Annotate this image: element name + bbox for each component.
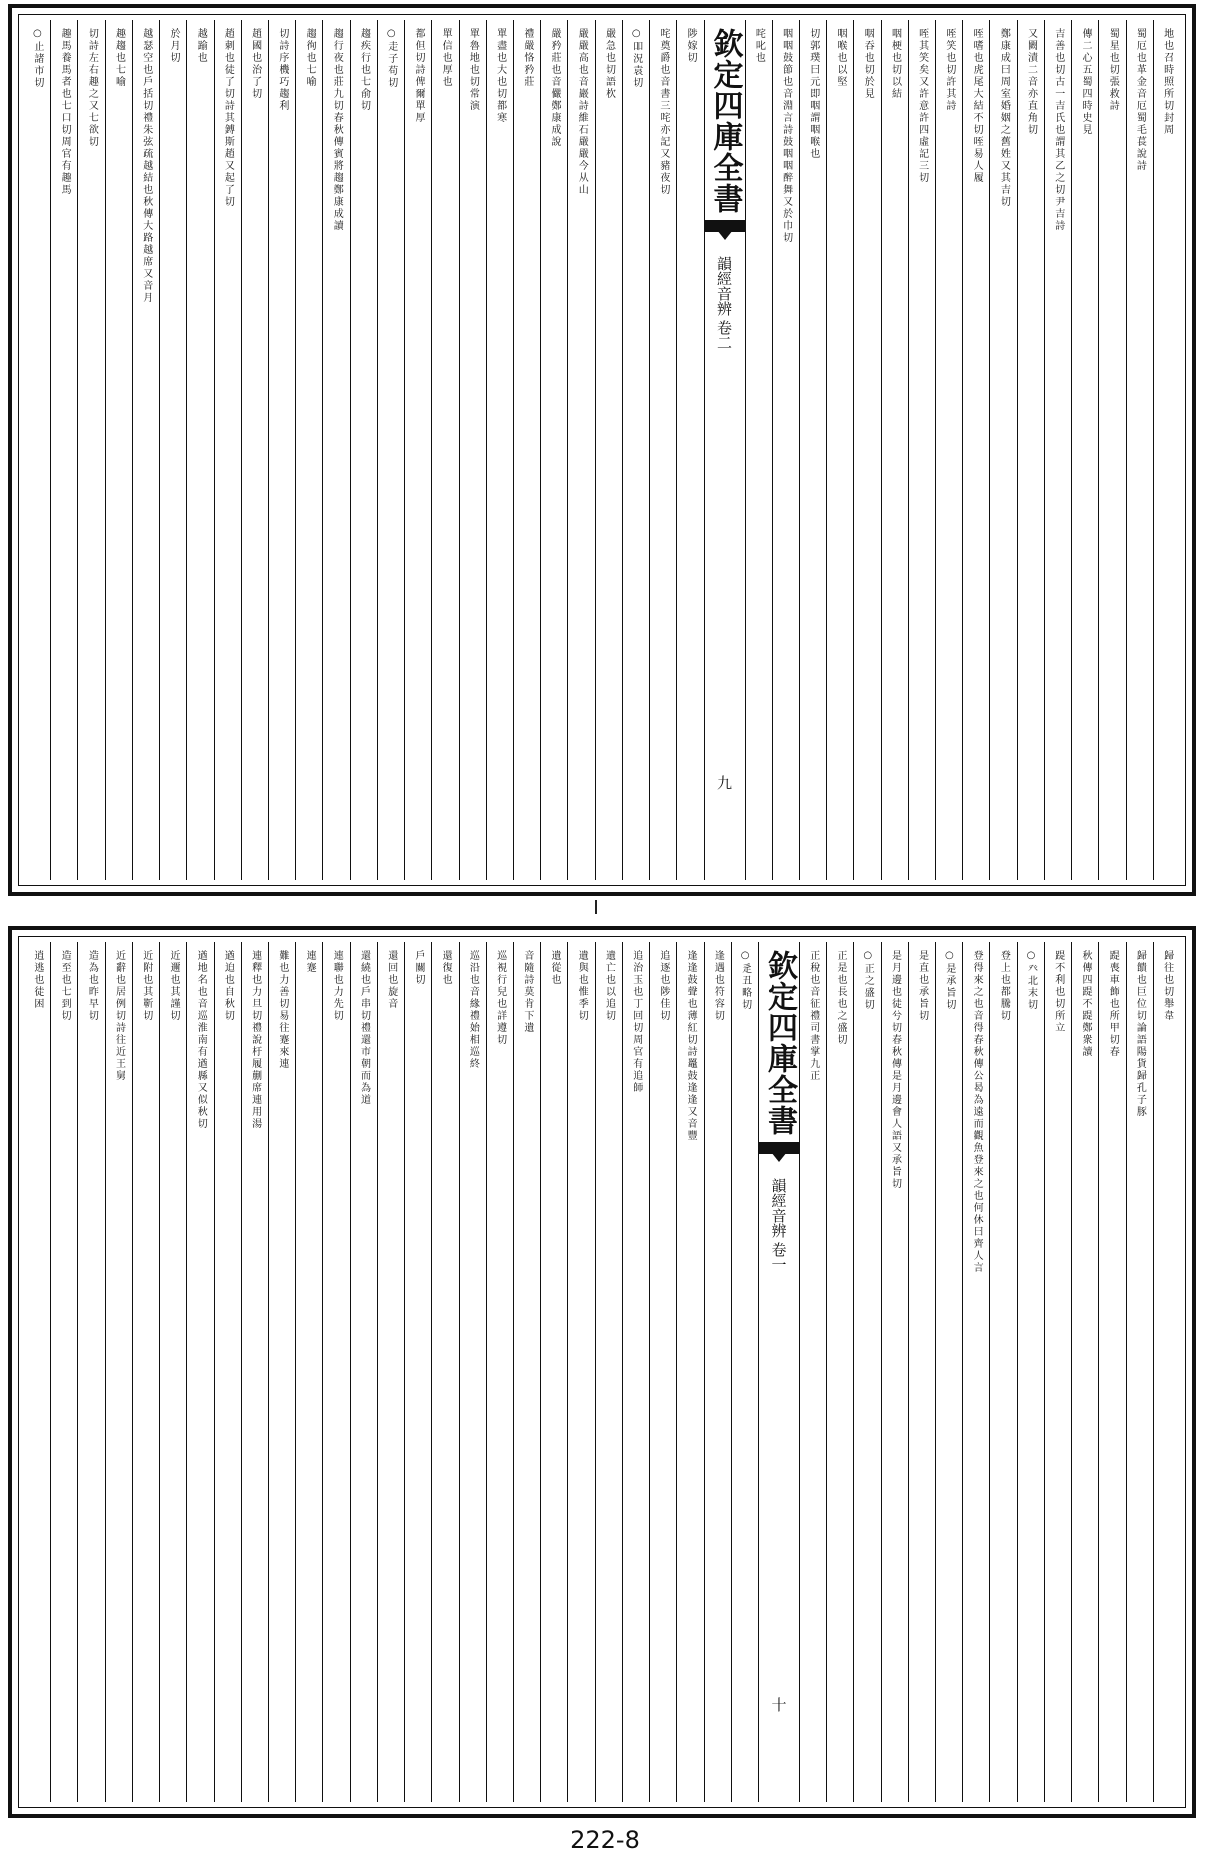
text-column — [1071, 20, 1098, 880]
column-text: 巡沿也音緣禮始相巡終 — [467, 950, 479, 1070]
text-column — [459, 20, 486, 880]
column-text: 踶喪車飾也所甲切春 — [1107, 950, 1119, 1058]
column-text: 單盡也大也切都寒 — [494, 28, 506, 124]
text-column — [908, 942, 935, 1802]
text-column — [513, 20, 540, 880]
column-text: 切詩左右趣之又七欲切 — [86, 28, 98, 148]
column-text: 嚴矜莊也音儼鄭康成說 — [549, 28, 561, 148]
text-column — [24, 942, 50, 1802]
text-column — [77, 20, 104, 880]
column-text: 逢逢鼓聲也薄紅切詩鼉鼓逢逢又音豐 — [685, 950, 697, 1142]
text-column — [159, 942, 186, 1802]
center-fold-column — [758, 942, 799, 1802]
column-text: 於月切 — [167, 28, 179, 64]
text-column — [881, 942, 908, 1802]
column-text: 咥其笑矣又許意許四虛記三切 — [916, 28, 928, 184]
leaf-page-number: 十 — [769, 1697, 788, 1712]
leaf-page-number: 九 — [715, 775, 733, 790]
text-column — [377, 20, 404, 880]
book-name: 韻經音辨 — [769, 1178, 788, 1238]
column-text: ○吅況袁切 — [630, 28, 642, 89]
column-text: 鄭康成曰周室婚姻之舊姓又其吉切 — [998, 28, 1010, 208]
text-column — [1098, 942, 1125, 1802]
text-column — [50, 942, 77, 1802]
text-column — [826, 942, 853, 1802]
text-column — [595, 20, 622, 880]
column-text: ○辵丑略切 — [739, 950, 751, 1011]
text-column — [132, 942, 159, 1802]
text-column — [486, 20, 513, 880]
column-text: 單信也厚也 — [440, 28, 452, 88]
text-column — [431, 942, 458, 1802]
column-text: 歸饋也巨位切論語陽貨歸孔子豚 — [1134, 950, 1146, 1118]
volume-label: 卷一 — [769, 1242, 788, 1272]
text-column — [799, 20, 826, 880]
bottom-leaf — [8, 926, 1196, 1818]
column-text: 追逐也陟佳切 — [657, 950, 669, 1022]
column-text: 咥笑也切許其詩 — [943, 28, 955, 112]
column-text: 遒迫也自秋切 — [222, 950, 234, 1022]
column-text: 咽咽鼓節也音淵言詩鼓咽咽醉舞又於巾切 — [780, 28, 792, 244]
column-text: 咽吞也切於見 — [862, 28, 874, 100]
text-column — [540, 942, 567, 1802]
text-column — [77, 942, 104, 1802]
text-column — [241, 20, 268, 880]
column-text: ○癶北末切 — [1025, 950, 1037, 1011]
column-text: 遺與也惟季切 — [576, 950, 588, 1022]
column-text: 咤叱也 — [753, 28, 765, 64]
column-text: 趨疾行也七俞切 — [358, 28, 370, 112]
text-column — [1044, 20, 1071, 880]
column-text: 連聯也力先切 — [331, 950, 343, 1022]
book-title: 欽定四庫全書 — [761, 950, 797, 1136]
fold-mark — [595, 900, 597, 914]
text-column — [799, 942, 826, 1802]
column-text: 巡視行兒也詳遵切 — [494, 950, 506, 1046]
column-text: 是直也承旨切 — [916, 950, 928, 1022]
text-column — [935, 20, 962, 880]
text-column — [132, 20, 159, 880]
text-column — [105, 20, 132, 880]
text-column — [404, 942, 431, 1802]
text-column — [350, 20, 377, 880]
text-column — [295, 20, 322, 880]
column-text: 踶不利也切所立 — [1052, 950, 1064, 1034]
fishtail-mark-icon — [705, 220, 745, 246]
column-text: 趨行夜也莊九切春秋傳賓將趨鄭康成讀 — [331, 28, 343, 232]
text-column — [1017, 942, 1044, 1802]
text-column — [676, 942, 703, 1802]
text-column — [772, 20, 799, 880]
text-column — [24, 20, 50, 880]
text-column — [268, 942, 295, 1802]
text-column — [105, 942, 132, 1802]
text-column — [159, 20, 186, 880]
fishtail-mark-icon — [759, 1142, 799, 1168]
text-column — [989, 942, 1016, 1802]
column-text: 咤奠爵也音書三咤亦記又豬夜切 — [657, 28, 669, 196]
column-text: 登上也都騰切 — [998, 950, 1010, 1022]
column-text: ○是承旨切 — [943, 950, 955, 1011]
text-column — [622, 942, 649, 1802]
column-text: 正稅也音征禮司書掌九正 — [807, 950, 819, 1082]
column-text: 趣趨也七喻 — [113, 28, 125, 88]
top-leaf-columns — [24, 20, 1180, 880]
text-column — [241, 942, 268, 1802]
text-column — [486, 942, 513, 1802]
column-text: 陟嫁切 — [685, 28, 697, 64]
column-text: 還繞也戶串切禮還市朝而為道 — [358, 950, 370, 1106]
text-column — [649, 942, 676, 1802]
column-text: 咽梗也切以結 — [889, 28, 901, 100]
text-column — [853, 20, 880, 880]
text-column — [1153, 942, 1180, 1802]
column-text: 吉善也切古一吉氏也謂其乙之切尹吉詩 — [1052, 28, 1064, 232]
text-column — [350, 942, 377, 1802]
text-column — [567, 942, 594, 1802]
column-text: ○走子苟切 — [385, 28, 397, 89]
text-column — [431, 20, 458, 880]
text-column — [268, 20, 295, 880]
text-column — [731, 942, 758, 1802]
text-column — [377, 942, 404, 1802]
column-text: 秋傳四踶不踶鄭衆讀 — [1079, 950, 1091, 1058]
column-text: 連蹇 — [304, 950, 316, 974]
column-text: 禮嚴恪矜莊 — [521, 28, 533, 88]
text-column — [50, 20, 77, 880]
text-column — [622, 20, 649, 880]
text-column — [745, 20, 772, 880]
column-text: 切郭璞曰元即咽謂咽喉也 — [807, 28, 819, 160]
book-title: 欽定四庫全書 — [707, 28, 743, 214]
column-text: 都但切詩俾爾單厚 — [412, 28, 424, 124]
text-column — [186, 942, 213, 1802]
text-column — [295, 942, 322, 1802]
column-text: 戶關切 — [412, 950, 424, 986]
column-text: 還回也旋音 — [385, 950, 397, 1010]
column-text: 遺亡也以追切 — [603, 950, 615, 1022]
column-text: 音隨詩莫肯下遺 — [521, 950, 533, 1034]
text-column — [962, 20, 989, 880]
column-text: 還復也 — [440, 950, 452, 986]
text-column — [676, 20, 703, 880]
text-column — [1153, 20, 1180, 880]
column-text: 越瑟空也戶括切禮朱弦疏越結也秋傳大路越席又音月 — [140, 28, 152, 304]
text-column — [908, 20, 935, 880]
column-text: 咥嗜也虎尾大結不切咥易人履 — [971, 28, 983, 184]
column-text: 蜀厄也革金音厄蜀毛萇說詩 — [1134, 28, 1146, 172]
column-text: 近辭也居例切詩往近王舅 — [113, 950, 125, 1082]
column-text: 歸往也切舉韋 — [1161, 950, 1173, 1022]
text-column — [214, 942, 241, 1802]
bottom-leaf-columns — [24, 942, 1180, 1802]
volume-label: 卷二 — [715, 320, 733, 350]
text-column — [704, 942, 731, 1802]
column-text: 趙國也治了切 — [249, 28, 261, 100]
column-text: 趣馬養馬者也七口切周官有趣馬 — [59, 28, 71, 196]
text-column — [1017, 20, 1044, 880]
text-column — [322, 942, 349, 1802]
column-text: 是月邊也徒兮切春秋傳是月邊會人語又承旨切 — [889, 950, 901, 1190]
column-text: 傳二心五蜀四時史見 — [1079, 28, 1091, 136]
column-text: 近附也其靳切 — [140, 950, 152, 1022]
text-column — [853, 942, 880, 1802]
column-text: 越踰也 — [195, 28, 207, 64]
column-text: 趨徇也七喻 — [304, 28, 316, 88]
column-text: 登得來之也音得春秋傳公曷為遠而觀魚登來之也何休曰齊人言 — [971, 950, 983, 1274]
top-leaf — [8, 4, 1196, 896]
column-text: 追治玉也丁回切周官有追師 — [630, 950, 642, 1094]
column-text: 又闕漬二音亦直角切 — [1025, 28, 1037, 136]
text-column — [989, 20, 1016, 880]
text-column — [540, 20, 567, 880]
column-text: 切詩序機巧趨利 — [276, 28, 288, 112]
text-column — [935, 942, 962, 1802]
text-column — [962, 942, 989, 1802]
text-column — [1044, 942, 1071, 1802]
column-text: 遺從也 — [549, 950, 561, 986]
column-text: 正是也長也之盛切 — [835, 950, 847, 1046]
column-text: 逍逃也徒困 — [31, 950, 43, 1010]
text-column — [826, 20, 853, 880]
column-text: 遒地名也音巡淮南有遒縣又似秋切 — [195, 950, 207, 1130]
column-text: 趙刺也徒了切詩其鎛斯趙又起了切 — [222, 28, 234, 208]
text-column — [1071, 942, 1098, 1802]
column-text: ○止諸市切 — [31, 28, 43, 89]
text-column — [1126, 20, 1153, 880]
column-text: ○正之盛切 — [862, 950, 874, 1011]
column-text: 造至也七到切 — [59, 950, 71, 1022]
text-column — [881, 20, 908, 880]
column-text: 嚴急也切語杴 — [603, 28, 615, 100]
column-text: 嚴嚴高也音巖詩維石嚴嚴今从山 — [576, 28, 588, 196]
text-column — [595, 942, 622, 1802]
book-name: 韻經音辨 — [715, 256, 733, 316]
text-column — [513, 942, 540, 1802]
center-fold-column — [704, 20, 745, 880]
text-column — [649, 20, 676, 880]
column-text: 地也召時照所切封周 — [1161, 28, 1173, 136]
column-text: 造為也昨早切 — [86, 950, 98, 1022]
text-column — [186, 20, 213, 880]
column-text: 逢遇也符容切 — [712, 950, 724, 1022]
column-text: 咽喉也以堅 — [835, 28, 847, 88]
text-column — [404, 20, 431, 880]
column-text: 難也力善切易往蹇來連 — [276, 950, 288, 1070]
text-column — [214, 20, 241, 880]
column-text: 連釋也力旦切禮說杅履蒯席連用湯 — [249, 950, 261, 1130]
text-column — [459, 942, 486, 1802]
text-column — [322, 20, 349, 880]
text-column — [1098, 20, 1125, 880]
page-number: 222-8 — [570, 1826, 640, 1854]
column-text: 蜀星也切張救詩 — [1107, 28, 1119, 112]
text-column — [567, 20, 594, 880]
column-text: 單魯地也切常演 — [467, 28, 479, 112]
column-text: 近邇也其謹切 — [167, 950, 179, 1022]
text-column — [1126, 942, 1153, 1802]
